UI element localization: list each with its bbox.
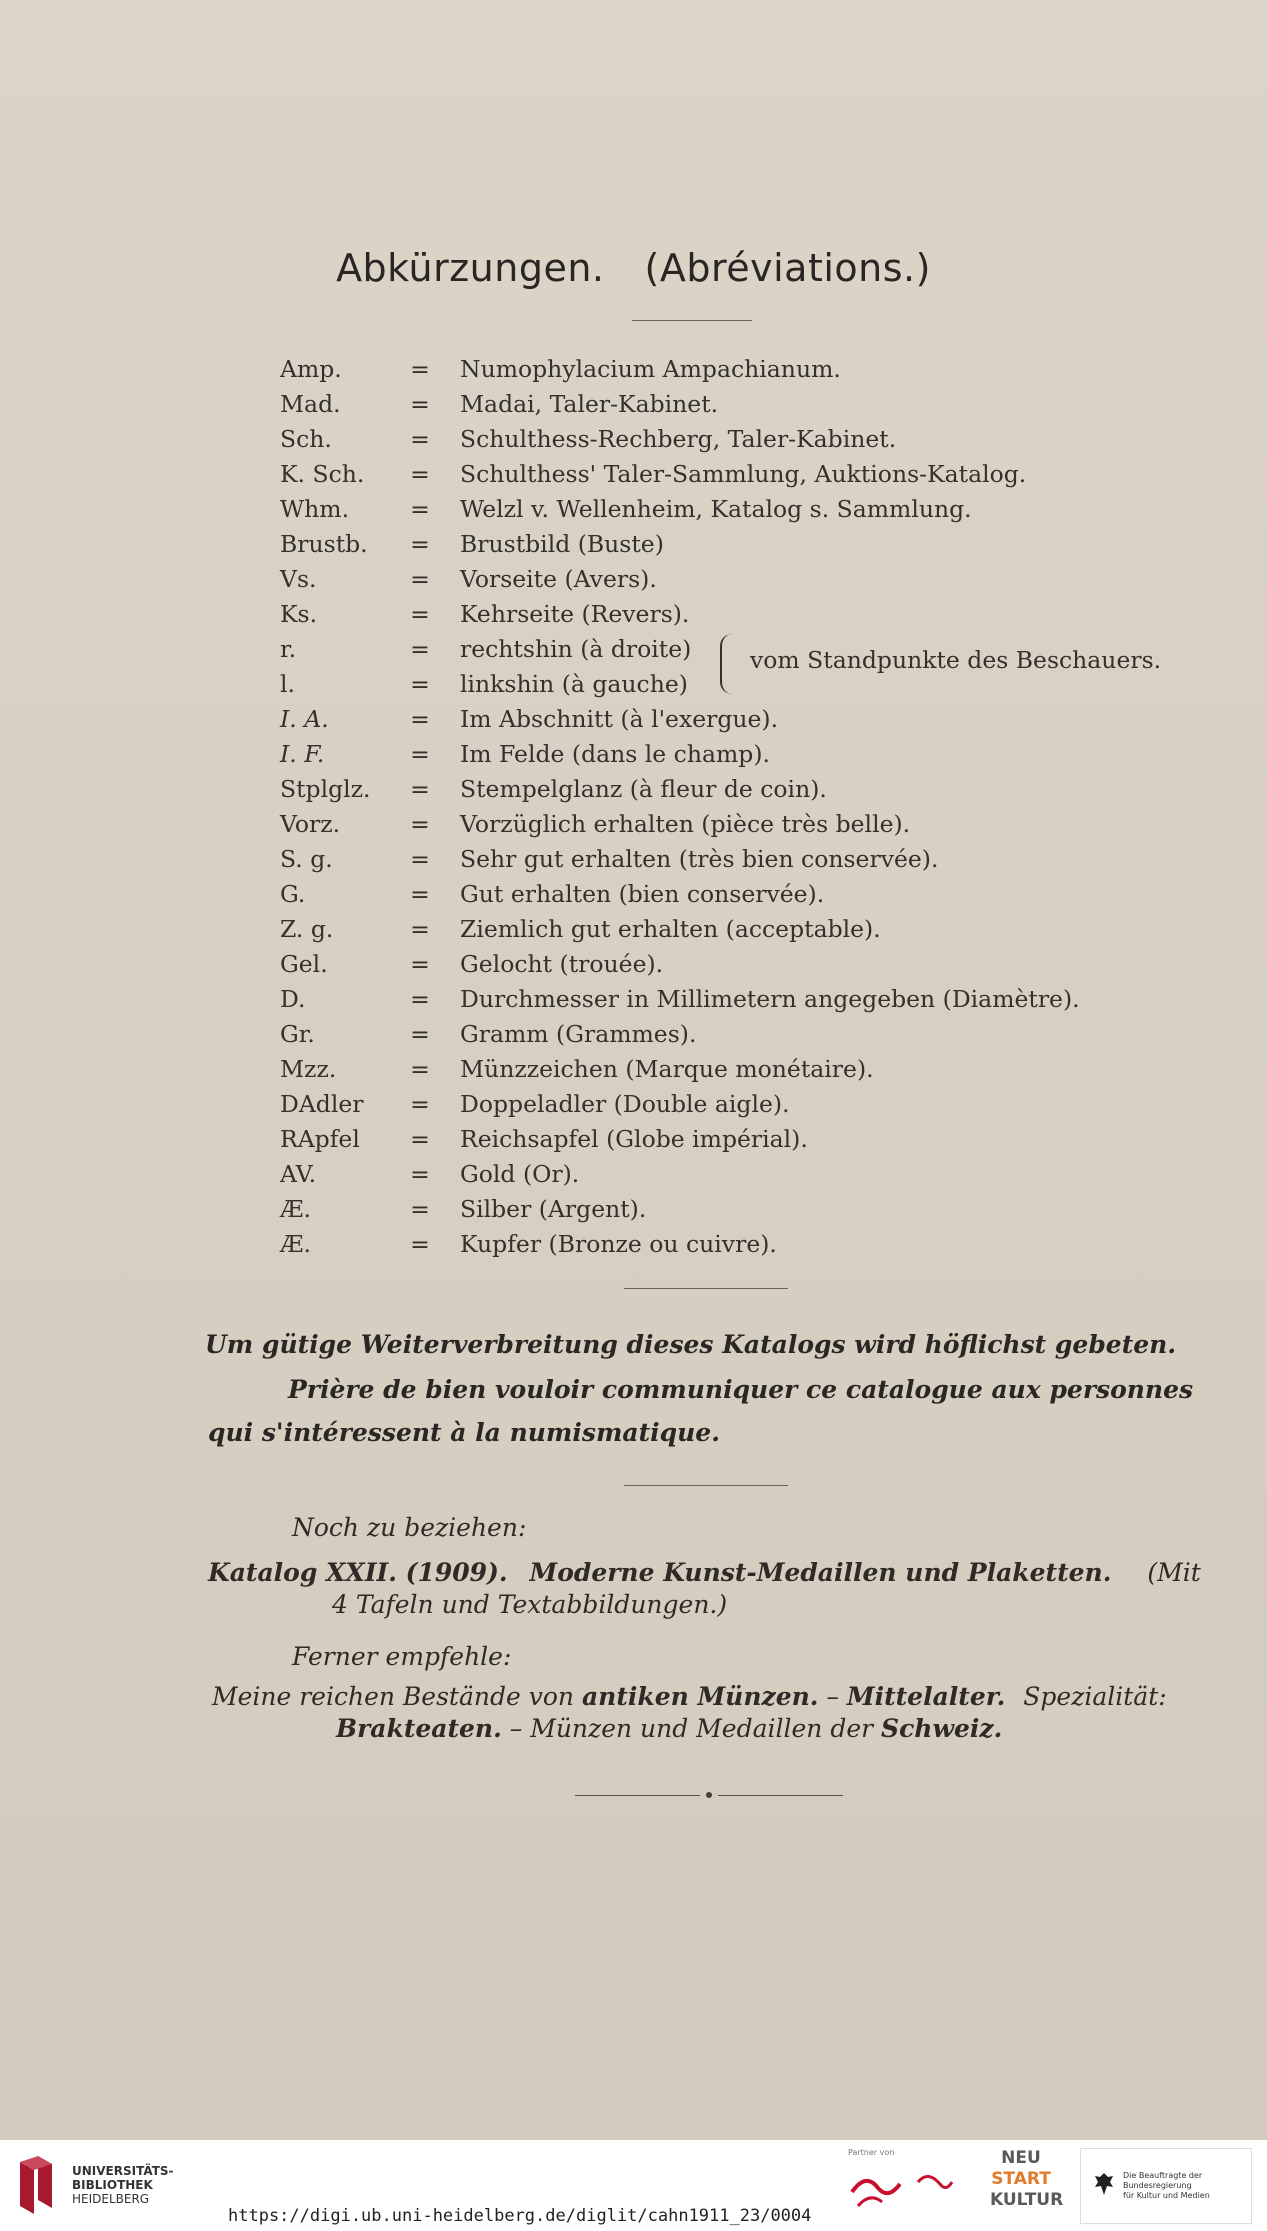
abbreviation-row	[280, 1122, 1180, 1157]
abbreviation-value: Durchmesser in Millimetern angegeben (Diamètre).	[460, 985, 1080, 1013]
equals-sign: =	[410, 985, 430, 1013]
katalog-title: Moderne Kunst-Medaillen und Plaketten.	[529, 1558, 1112, 1587]
abbreviation-row	[280, 807, 1180, 842]
notice-french-line1: Prière de bien vouloir communiquer ce catalogue aux personnes	[288, 1375, 1194, 1404]
abbreviation-key: Vs.	[280, 565, 317, 593]
recommend-brakteaten: Brakteaten.	[336, 1714, 502, 1743]
abbreviation-key: Æ.	[280, 1230, 311, 1258]
federal-eagle-icon	[1093, 2171, 1115, 2197]
library-name[interactable]	[72, 2164, 174, 2206]
abbreviation-value: Kehrseite (Revers).	[460, 600, 690, 628]
library-line2: BIBLIOTHEK	[72, 2178, 153, 2192]
abbreviation-value: Sehr gut erhalten (très bien conservée).	[460, 845, 939, 873]
abbreviation-key: Amp.	[280, 355, 342, 383]
abbreviation-value: Gramm (Grammes).	[460, 1020, 697, 1048]
abbreviation-row	[280, 422, 1180, 457]
abbreviation-row	[280, 1017, 1180, 1052]
abbreviation-value: Silber (Argent).	[460, 1195, 647, 1223]
abbreviation-row	[280, 772, 1180, 807]
equals-sign: =	[410, 390, 430, 418]
abbreviation-value: Im Abschnitt (à l'exergue).	[460, 705, 779, 733]
ferner-label: Ferner empfehle:	[292, 1642, 512, 1671]
abbreviation-row	[280, 527, 1180, 562]
katalog-line2: 4 Tafeln und Textabbildungen.)	[332, 1590, 728, 1619]
divider-after-list	[624, 1288, 788, 1289]
abbreviation-row	[280, 1192, 1180, 1227]
title-divider	[632, 320, 752, 321]
equals-sign: =	[410, 740, 430, 768]
brace-label: vom Standpunkte des Beschauers.	[750, 646, 1162, 674]
neustart-line2: START	[991, 2169, 1051, 2189]
abbreviation-list	[280, 352, 1180, 1262]
bkm-text	[1123, 2171, 1251, 2201]
equals-sign: =	[410, 565, 430, 593]
abbreviation-key: r.	[280, 635, 297, 663]
abbreviation-row	[280, 562, 1180, 597]
abbreviation-key: Vorz.	[280, 810, 341, 838]
abbreviation-key: I. F.	[280, 740, 325, 768]
abbreviation-row	[280, 912, 1180, 947]
recommend-dash2: –	[509, 1714, 523, 1743]
abbreviation-key: Whm.	[280, 495, 350, 523]
library-line3: HEIDELBERG	[72, 2192, 150, 2206]
recommend-spezialitaet: Spezialität:	[1023, 1682, 1167, 1711]
equals-sign: =	[410, 425, 430, 453]
abbreviation-row	[280, 842, 1180, 877]
page-url[interactable]: https://digi.ub.uni-heidelberg.de/diglit/cahn1911_23/0004	[228, 2206, 812, 2226]
neustart-line1: NEU	[1001, 2148, 1041, 2168]
end-ornament	[575, 1790, 845, 1802]
abbreviation-key: Sch.	[280, 425, 332, 453]
abbreviation-value: Münzzeichen (Marque monétaire).	[460, 1055, 874, 1083]
title-german: Abkürzungen.	[336, 246, 605, 290]
abbreviation-key: DAdler	[280, 1090, 364, 1118]
abbreviation-value: Reichsapfel (Globe impérial).	[460, 1125, 808, 1153]
equals-sign: =	[410, 705, 430, 733]
equals-sign: =	[410, 1090, 430, 1118]
footer-bar	[0, 2140, 1267, 2231]
abbreviation-key: I. A.	[280, 705, 329, 733]
abbreviation-key: RApfel	[280, 1125, 360, 1153]
bkm-line2: für Kultur und Medien	[1123, 2191, 1210, 2200]
equals-sign: =	[410, 950, 430, 978]
abbreviation-key: Mad.	[280, 390, 341, 418]
abbreviation-key: Gel.	[280, 950, 328, 978]
abbreviation-value: Gelocht (trouée).	[460, 950, 664, 978]
abbreviation-value: Stempelglanz (à fleur de coin).	[460, 775, 827, 803]
partner-label: Partner von	[848, 2148, 895, 2157]
abbreviation-value: Gut erhalten (bien conservée).	[460, 880, 825, 908]
equals-sign: =	[410, 460, 430, 488]
abbreviation-value: Im Felde (dans le champ).	[460, 740, 770, 768]
equals-sign: =	[410, 495, 430, 523]
recommend-muenzen-und: Münzen und Medaillen der	[530, 1714, 874, 1743]
abbreviation-value: rechtshin (à droite)	[460, 635, 692, 663]
katalog-paren-start: (Mit	[1147, 1558, 1201, 1587]
neustart-line3: KULTUR	[990, 2190, 1064, 2210]
library-line1: UNIVERSITÄTS-	[72, 2164, 174, 2178]
abbreviation-row	[280, 387, 1180, 422]
recommend-schweiz: Schweiz.	[881, 1714, 1003, 1743]
equals-sign: =	[410, 1020, 430, 1048]
abbreviation-value: Vorzüglich erhalten (pièce très belle).	[460, 810, 911, 838]
abbreviation-key: D.	[280, 985, 306, 1013]
divider-after-notice	[624, 1485, 788, 1486]
equals-sign: =	[410, 530, 430, 558]
equals-sign: =	[410, 635, 430, 663]
katalog-number: Katalog XXII. (1909).	[208, 1558, 508, 1587]
abbreviation-row	[280, 737, 1180, 772]
abbreviation-key: Mzz.	[280, 1055, 337, 1083]
abbreviation-value: Vorseite (Avers).	[460, 565, 657, 593]
abbreviation-row	[280, 947, 1180, 982]
equals-sign: =	[410, 1055, 430, 1083]
abbreviation-row	[280, 1227, 1180, 1262]
abbreviation-key: AV.	[280, 1160, 317, 1188]
equals-sign: =	[410, 880, 430, 908]
equals-sign: =	[410, 1230, 430, 1258]
abbreviation-row	[280, 877, 1180, 912]
recommend-line1	[212, 1682, 1167, 1711]
equals-sign: =	[410, 1160, 430, 1188]
abbreviation-row	[280, 492, 1180, 527]
abbreviation-key: Brustb.	[280, 530, 368, 558]
page-title	[0, 246, 1267, 290]
noch-label: Noch zu beziehen:	[292, 1513, 527, 1542]
abbreviation-row	[280, 1157, 1180, 1192]
equals-sign: =	[410, 1195, 430, 1223]
notice-german: Um gütige Weiterverbreitung dieses Katalogs wird höflichst gebeten.	[205, 1330, 1177, 1359]
abbreviation-key: Ks.	[280, 600, 318, 628]
abbreviation-key: G.	[280, 880, 306, 908]
equals-sign: =	[410, 915, 430, 943]
bkm-line1: Die Beauftragte der Bundesregierung	[1123, 2171, 1203, 2190]
neustart-kultur-logo[interactable]	[990, 2148, 1064, 2222]
abbreviation-row	[280, 702, 1180, 737]
bkm-logo[interactable]	[1080, 2148, 1252, 2224]
abbreviation-key: Stplglz.	[280, 775, 371, 803]
equals-sign: =	[410, 775, 430, 803]
abbreviation-key: S. g.	[280, 845, 333, 873]
katalog-line1	[208, 1558, 1201, 1587]
dnb-partner-logo-icon[interactable]	[848, 2162, 958, 2222]
abbreviation-row	[280, 982, 1180, 1017]
abbreviation-key: l.	[280, 670, 295, 698]
recommend-line2	[336, 1714, 1002, 1743]
equals-sign: =	[410, 600, 430, 628]
equals-sign: =	[410, 810, 430, 838]
abbreviation-value: Welzl v. Wellenheim, Katalog s. Sammlung.	[460, 495, 972, 523]
title-french: (Abréviations.)	[644, 246, 931, 290]
abbreviation-value: Schulthess-Rechberg, Taler-Kabinet.	[460, 425, 897, 453]
abbreviation-value: Brustbild (Buste)	[460, 530, 664, 558]
abbreviation-value: Madai, Taler-Kabinet.	[460, 390, 719, 418]
equals-sign: =	[410, 1125, 430, 1153]
abbreviation-key: Gr.	[280, 1020, 315, 1048]
abbreviation-row	[280, 597, 1180, 632]
abbreviation-value: Gold (Or).	[460, 1160, 580, 1188]
recommend-antiken: antiken Münzen.	[581, 1682, 819, 1711]
brace-r-l	[720, 634, 736, 694]
abbreviation-value: Schulthess' Taler-Sammlung, Auktions-Katalog.	[460, 460, 1027, 488]
recommend-meine: Meine reichen Bestände von	[212, 1682, 574, 1711]
abbreviation-key: Z. g.	[280, 915, 334, 943]
abbreviation-key: K. Sch.	[280, 460, 365, 488]
recommend-dash1: –	[826, 1682, 839, 1711]
abbreviation-value: Ziemlich gut erhalten (acceptable).	[460, 915, 881, 943]
abbreviation-value: Kupfer (Bronze ou cuivre).	[460, 1230, 777, 1258]
notice-french-line2: qui s'intéressent à la numismatique.	[208, 1418, 720, 1447]
abbreviation-value: Numophylacium Ampachianum.	[460, 355, 841, 383]
abbreviation-value: linkshin (à gauche)	[460, 670, 688, 698]
abbreviation-value: Doppeladler (Double aigle).	[460, 1090, 790, 1118]
abbreviation-row	[280, 1052, 1180, 1087]
abbreviation-row	[280, 1087, 1180, 1122]
equals-sign: =	[410, 355, 430, 383]
ub-heidelberg-logo-icon[interactable]	[14, 2152, 64, 2214]
equals-sign: =	[410, 845, 430, 873]
abbreviation-row	[280, 457, 1180, 492]
recommend-mittelalter: Mittelalter.	[846, 1682, 1006, 1711]
abbreviation-key: Æ.	[280, 1195, 311, 1223]
equals-sign: =	[410, 670, 430, 698]
abbreviation-row	[280, 352, 1180, 387]
